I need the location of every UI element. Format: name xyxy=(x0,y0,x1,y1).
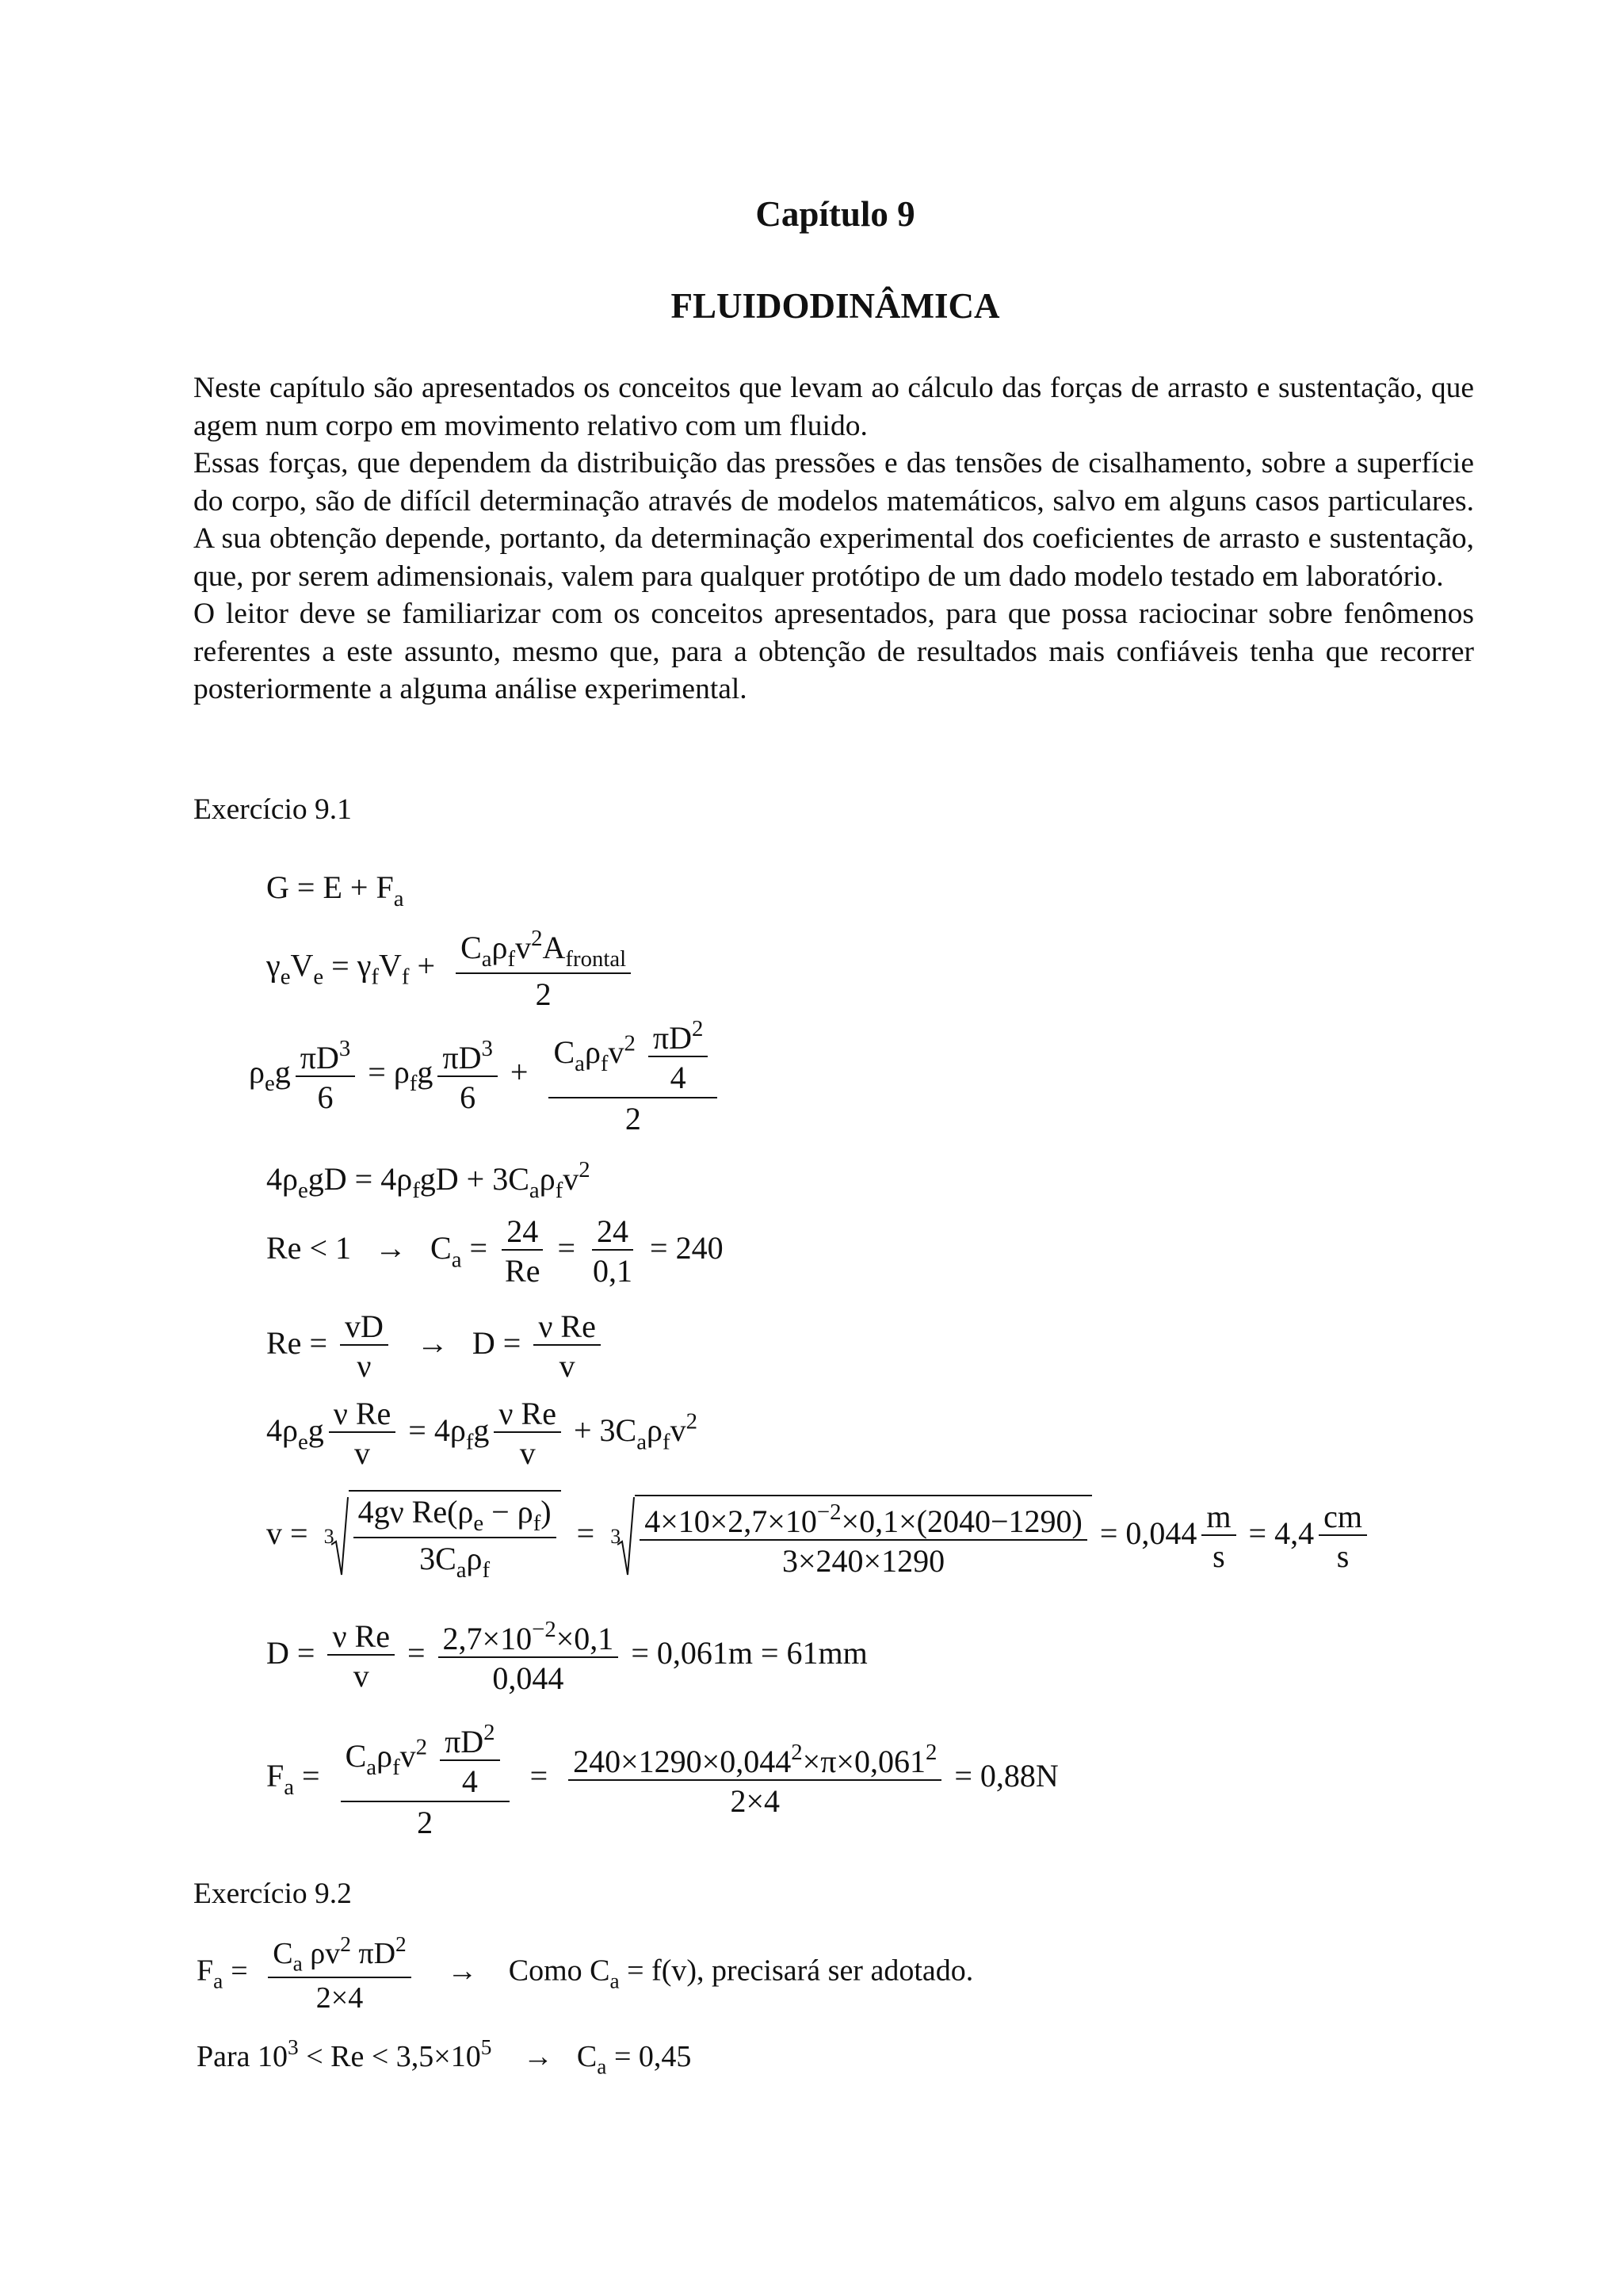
equation-substituted: $4\rho_eg$ $\frac{\text{ν Re}}{v}$ = $4\rho_fg$ $\frac{\text{ν Re}}{v}$ + $3C_a\rho_fv^2$ xyxy=(266,1396,697,1471)
para-word: Para xyxy=(197,2040,250,2074)
ca-value: = 0,45 xyxy=(613,2040,692,2074)
ten-power: 10 xyxy=(258,2040,288,2074)
velocity-result: = 0,044 xyxy=(1099,1515,1197,1552)
equation-diameter: D = $\frac{\text{ν Re}}{v}$ = $\frac{2,7\times 10^{-2}\times 0,1}{0,044}$ = 0,061m = 61mm xyxy=(266,1617,868,1696)
chapter-heading: Capítulo 9 xyxy=(755,194,915,234)
equation-9-2-range: Para $10^3 < Re < 3,5\times 10^5 \to C_a = 0,45$ xyxy=(197,2035,692,2079)
cube-root-icon xyxy=(617,1497,635,1576)
equation-simplified: $4\rho_egD = 4\rho_fgD + 3C_a\rho_fv^2$ xyxy=(266,1157,590,1203)
intro-paragraph: O leitor deve se familiarizar com os conceitos apresentados, para que possa raciocinar sobre fenômenos referentes a este assunto, mesmo que, para a obtenção de resultados mais confiáveis tenha que recorrer posteriormente a alguma análise experimental. xyxy=(193,598,1474,705)
reynolds-range: < Re < 3,5×10 xyxy=(306,2040,481,2074)
equation-reynolds: Re = $\frac{vD}{\nu}$ → D = $\frac{\text{ν Re}}{v}$ xyxy=(266,1309,605,1384)
ca-result: = 240 xyxy=(650,1230,724,1266)
equation-drag-coefficient: $Re < 1 \to C_a$ = $\frac{24}{Re}$ = $\frac{24}{0,1}$ = 240 xyxy=(266,1213,724,1289)
equation-drag-force: $F_a$ = $C_a\rho_fv^2$ $\frac{\pi D^2}{4}$ 2 = $\frac{240\times 1290\times 0,044^2\times\pi\times 0,061^2}{2\times 4}$ = 0,88N xyxy=(266,1720,1059,1840)
equation-weight-buoyancy: $\gamma_eV_e = \gamma_fV_f$ + $C_a\rho_fv^2A_{frontal}$ 2 xyxy=(266,926,636,1012)
equation-force-balance: $G = E + F_a$ xyxy=(266,869,404,912)
equation-velocity: v = 3 4gν $Re(\rho_e - \rho_f)$ $3C_a\rho_f$ = 3 $4\times 10\times 2,7\times 10^{-2}\times 0,1\times(2040-1290)$ 3×240×1290 = 0,044 $\frac{m}{s}$ = 4,4 $\frac{cm}{s}$ xyxy=(266,1490,1372,1584)
velocity-cm-result: = 4,4 xyxy=(1248,1515,1315,1552)
intro-paragraph: Neste capítulo são apresentados os conceitos que levam ao cálculo das forças de arrasto e sustentação, que agem num corpo em movimento relativo com um fluido. xyxy=(193,372,1474,442)
coefficient-note: Como C xyxy=(508,1954,610,1988)
cube-root-icon xyxy=(331,1497,349,1576)
intro-paragraph: Essas forças, que dependem da distribuição das pressões e das tensões de cisalhamento, sobre a superfície do corpo, são de difícil determinação através de modelos matemáticos, salvo em alguns casos particulares. A sua obtenção depende, portanto, da determinação experimental dos coeficientes de arrasto e sustentação, que, por serem adimensionais, valem para qualquer protótipo de um dado modelo testado em laboratório. xyxy=(193,447,1474,593)
coefficient-note-rest: = f(v), precisará ser adotado. xyxy=(627,1954,974,1988)
exercise-9-1-label: Exercício 9.1 xyxy=(193,793,352,826)
diameter-result: = 0,061m = 61mm xyxy=(631,1635,868,1671)
chapter-title: FLUIDODINÂMICA xyxy=(670,286,1000,326)
equation-sphere-volumes: $\rho_eg$ $\frac{\pi D^3}{6}$ = $\rho_fg$ $\frac{\pi D^3}{6}$ + $C_a\rho_fv^2$ $\frac{\pi D^2}{4}$ 2 xyxy=(249,1014,722,1137)
intro-text xyxy=(193,369,1474,709)
drag-force-result: = 0,88N xyxy=(954,1758,1059,1794)
equation-9-2-drag-force: $F_a$ = $\frac{C_a \rho v^2 \pi D^2}{2\times 4}$ → Como $C_a = f(v)$, precisará ser adotado. xyxy=(197,1932,974,2015)
exercise-9-2-label: Exercício 9.2 xyxy=(193,1878,352,1910)
